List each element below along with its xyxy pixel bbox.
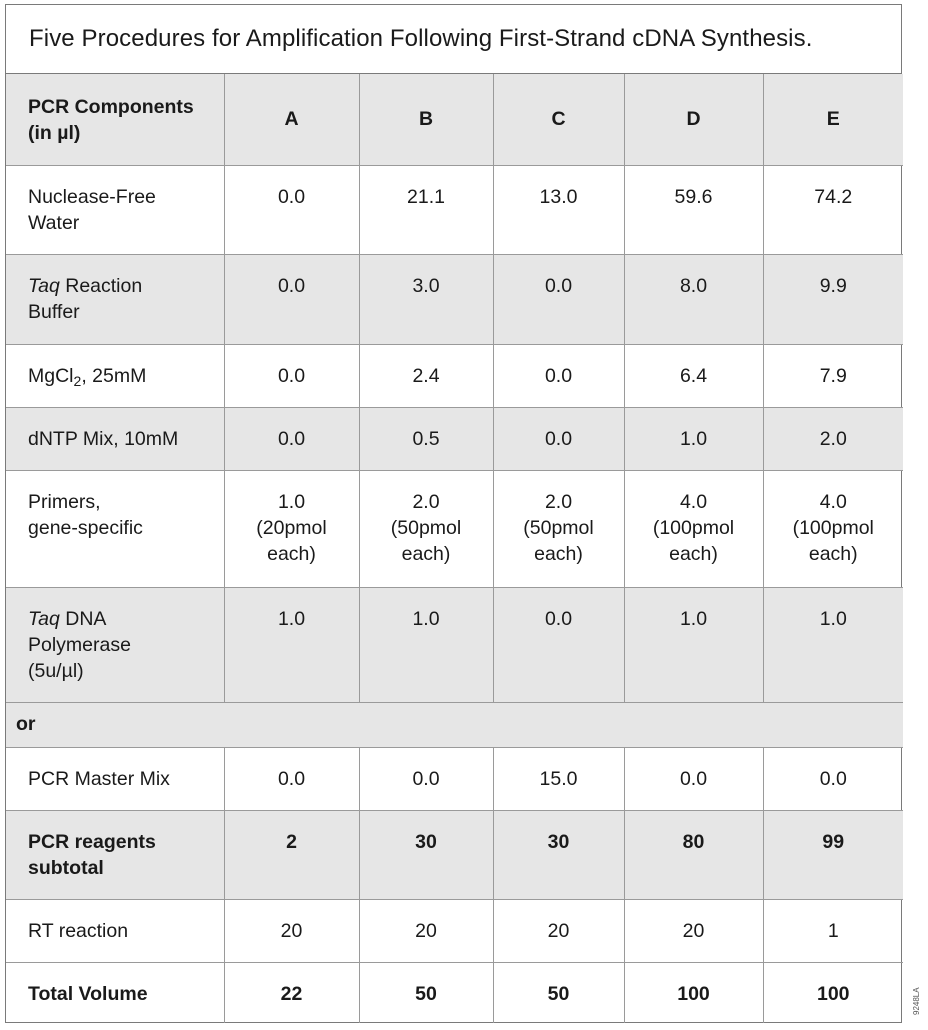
cell-a: 0.0	[224, 344, 359, 407]
row-pcr-master-mix	[6, 747, 903, 810]
value: 1.0	[277, 490, 306, 513]
pcr-components-table	[6, 74, 903, 1023]
cell-d: 59.6	[624, 165, 763, 254]
row-label	[6, 165, 224, 254]
cell-a: 1.0	[224, 587, 359, 702]
cell-b: 0.5	[359, 407, 493, 470]
label-line2: Water	[28, 211, 80, 234]
cell-c: 0.0	[493, 587, 624, 702]
cell-c: 0.0	[493, 344, 624, 407]
row-or-separator	[6, 702, 903, 747]
label-line1: Reaction	[59, 274, 143, 297]
unit: each)	[808, 542, 858, 565]
cell-c: 0.0	[493, 407, 624, 470]
cell-e: 7.9	[763, 344, 903, 407]
row-label	[6, 962, 224, 1023]
unit: each)	[534, 542, 583, 565]
cell-a	[224, 470, 359, 587]
table-frame	[5, 4, 902, 1023]
cell-b: 30	[359, 810, 493, 899]
row-label	[6, 254, 224, 344]
value: 2.0	[412, 490, 440, 513]
column-header-c: C	[493, 74, 624, 165]
label-line1: DNA	[59, 607, 107, 630]
header-label	[6, 74, 224, 165]
amount: (20pmol	[256, 516, 327, 539]
cell-c: 20	[493, 899, 624, 962]
row-label	[6, 344, 224, 407]
value: 4.0	[679, 490, 708, 513]
cell-d: 1.0	[624, 587, 763, 702]
cell-c: 0.0	[493, 254, 624, 344]
label-suffix: , 25mM	[81, 364, 147, 387]
label-prefix: MgCl	[28, 364, 74, 387]
cell-e: 99	[763, 810, 903, 899]
cell-a: 0.0	[224, 747, 359, 810]
row-label	[6, 587, 224, 702]
label-italic: Taq	[28, 607, 60, 630]
cell-e: 100	[763, 962, 903, 1023]
figure-code: 9248LA	[912, 987, 921, 1015]
label-line1: Total Volume	[28, 982, 148, 1005]
cell-e: 1	[763, 899, 903, 962]
row-pcr-reagents-subtotal	[6, 810, 903, 899]
cell-c: 50	[493, 962, 624, 1023]
column-header-d: D	[624, 74, 763, 165]
cell-b: 20	[359, 899, 493, 962]
cell-d: 100	[624, 962, 763, 1023]
label-line1: Nuclease-Free	[28, 185, 156, 208]
cell-e: 74.2	[763, 165, 903, 254]
label-line2: Polymerase	[28, 633, 131, 656]
cell-c	[493, 470, 624, 587]
row-label	[6, 407, 224, 470]
cell-d	[624, 470, 763, 587]
cell-a: 0.0	[224, 254, 359, 344]
label-italic: Taq	[28, 274, 60, 297]
amount: (100pmol	[792, 516, 874, 539]
cell-d: 1.0	[624, 407, 763, 470]
cell-b: 21.1	[359, 165, 493, 254]
label-line3: (5u/µl)	[28, 659, 84, 682]
unit: each)	[401, 542, 451, 565]
row-label	[6, 899, 224, 962]
amount: (50pmol	[523, 516, 594, 539]
cell-b: 2.4	[359, 344, 493, 407]
cell-d: 6.4	[624, 344, 763, 407]
value: 2.0	[544, 490, 573, 513]
amount: (50pmol	[390, 516, 462, 539]
cell-a: 2	[224, 810, 359, 899]
header-row	[6, 74, 903, 165]
amount: (100pmol	[652, 516, 735, 539]
row-label	[6, 747, 224, 810]
row-taq-dna-polymerase	[6, 587, 903, 702]
row-rt-reaction	[6, 899, 903, 962]
label-line2: Buffer	[28, 300, 80, 323]
label-line1: Primers,	[28, 490, 101, 513]
cell-b: 3.0	[359, 254, 493, 344]
table-title: Five Procedures for Amplification Following First-Strand cDNA Synthesis.	[6, 5, 901, 74]
cell-a: 22	[224, 962, 359, 1023]
row-primers	[6, 470, 903, 587]
column-header-a: A	[224, 74, 359, 165]
row-mgcl2	[6, 344, 903, 407]
row-nuclease-free-water	[6, 165, 903, 254]
cell-c: 30	[493, 810, 624, 899]
unit: each)	[267, 542, 316, 565]
cell-e: 0.0	[763, 747, 903, 810]
label-line1: PCR reagents	[28, 830, 156, 853]
row-label	[6, 810, 224, 899]
cell-b: 1.0	[359, 587, 493, 702]
value: 4.0	[819, 490, 847, 513]
label-line1: dNTP Mix, 10mM	[28, 427, 179, 450]
or-separator: or	[6, 702, 903, 747]
column-header-b: B	[359, 74, 493, 165]
cell-a: 20	[224, 899, 359, 962]
row-taq-reaction-buffer	[6, 254, 903, 344]
column-header-e: E	[763, 74, 903, 165]
cell-b: 50	[359, 962, 493, 1023]
cell-e: 9.9	[763, 254, 903, 344]
cell-b: 0.0	[359, 747, 493, 810]
cell-d: 20	[624, 899, 763, 962]
header-label-line2: (in µl)	[28, 122, 81, 144]
cell-c: 13.0	[493, 165, 624, 254]
cell-a: 0.0	[224, 407, 359, 470]
label-line2: gene-specific	[28, 516, 143, 539]
unit: each)	[669, 542, 718, 565]
cell-a: 0.0	[224, 165, 359, 254]
label-line1: PCR Master Mix	[28, 767, 170, 790]
label-line2: subtotal	[28, 856, 104, 879]
row-total-volume	[6, 962, 903, 1023]
cell-e	[763, 470, 903, 587]
label-line1: RT reaction	[28, 919, 129, 942]
cell-e: 1.0	[763, 587, 903, 702]
label-subscript: 2	[73, 372, 82, 389]
row-label	[6, 470, 224, 587]
cell-e: 2.0	[763, 407, 903, 470]
header-label-line1: PCR Components	[28, 96, 194, 118]
cell-d: 0.0	[624, 747, 763, 810]
cell-c: 15.0	[493, 747, 624, 810]
row-dntp-mix	[6, 407, 903, 470]
cell-d: 80	[624, 810, 763, 899]
cell-b	[359, 470, 493, 587]
cell-d: 8.0	[624, 254, 763, 344]
